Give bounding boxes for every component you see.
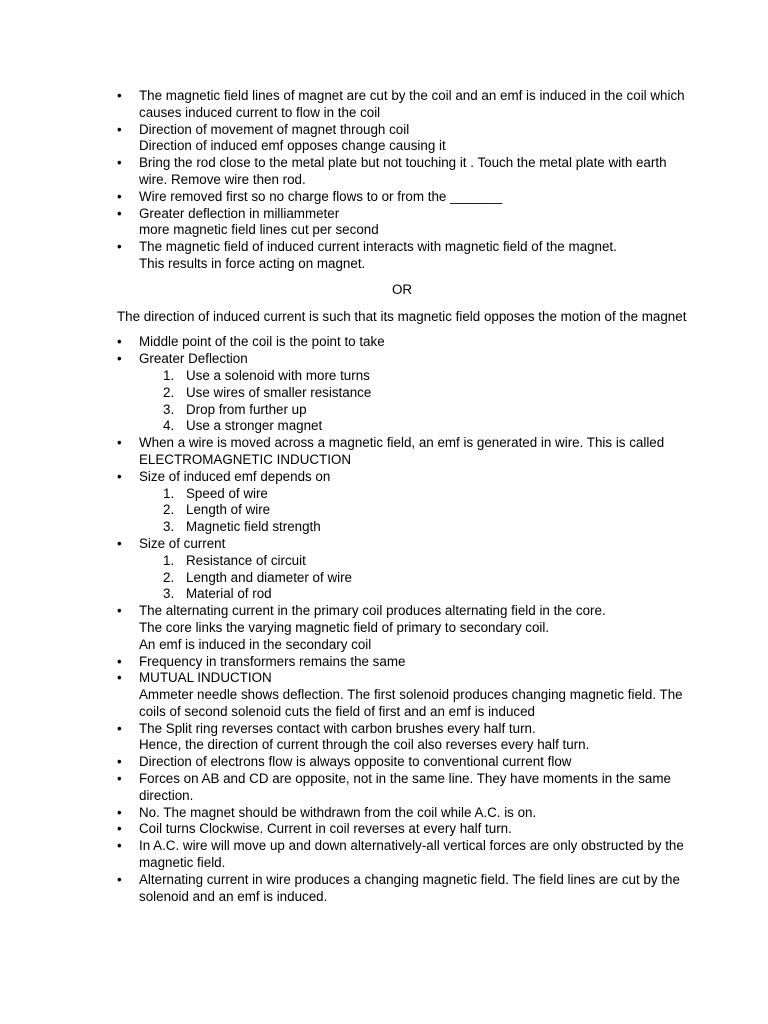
numbered-item-text: Speed of wire: [186, 485, 268, 501]
numbered-item: [139, 402, 687, 419]
bullet-text: The alternating current in the primary coil produces alternating field in the core.: [139, 603, 606, 619]
bullet-icon: •: [117, 670, 122, 686]
bullet-text: Size of current: [139, 535, 226, 551]
bullet-icon: •: [117, 720, 122, 736]
bullet-icon: •: [117, 603, 122, 619]
numbered-item-text: Use a solenoid with more turns: [186, 367, 370, 383]
bullet-item: [117, 189, 687, 206]
bullet-icon: •: [117, 88, 122, 103]
bullet-icon: •: [117, 754, 122, 770]
bullet-icon: •: [117, 468, 122, 484]
bullet-text: When a wire is moved across a magnetic field, an emf is generated in wire. This is called ELECTROMAGNETIC INDUCTION: [139, 435, 665, 467]
item-number: 1.: [163, 367, 175, 383]
bullet-text: Direction of electrons flow is always opposite to conventional current flow: [139, 754, 572, 770]
numbered-item-text: Length of wire: [186, 502, 271, 518]
bullet-icon: •: [117, 821, 122, 837]
bullet-text: No. The magnet should be withdrawn from the coil while A.C. is on.: [139, 804, 537, 820]
bullet-text: Coil turns Clockwise. Current in coil reverses at every half turn.: [139, 821, 512, 837]
numbered-item-text: Magnetic field strength: [186, 519, 321, 535]
bullet-item: [117, 88, 687, 122]
bullet-item: [117, 351, 687, 435]
bullet-icon: •: [117, 771, 122, 787]
bullet-text: Hence, the direction of current through the coil also reverses every half turn.: [139, 737, 590, 753]
bullet-icon: •: [117, 804, 122, 820]
bullet-text: The Split ring reverses contact with carbon brushes every half turn.: [139, 720, 536, 736]
numbered-item-text: Resistance of circuit: [186, 552, 306, 568]
numbered-item: [139, 570, 687, 587]
bullet-icon: •: [117, 334, 122, 350]
numbered-item-text: Length and diameter of wire: [186, 569, 352, 585]
item-number: 1.: [163, 485, 175, 501]
bullet-list-top: [117, 88, 687, 273]
bullet-icon: •: [117, 871, 122, 887]
numbered-sublist: [139, 368, 687, 435]
numbered-item: [139, 486, 687, 503]
bullet-text: Frequency in transformers remains the same: [139, 653, 406, 669]
bullet-text: Direction of induced emf opposes change causing it: [139, 138, 446, 154]
bullet-text: Greater Deflection: [139, 351, 248, 367]
numbered-item-text: Drop from further up: [186, 401, 307, 417]
item-number: 2.: [163, 384, 175, 400]
bullet-item: [117, 122, 687, 156]
bullet-list-main: [117, 334, 687, 905]
bullet-item: [117, 155, 687, 189]
or-separator: OR: [391, 281, 413, 297]
bullet-icon: •: [117, 535, 122, 551]
bullet-text: In A.C. wire will move up and down alternatively-all vertical forces are only obstructed by the magnetic field.: [139, 838, 684, 871]
bullet-icon: •: [117, 155, 122, 171]
numbered-item: [139, 385, 687, 402]
numbered-item: [139, 368, 687, 385]
bullet-item: [117, 805, 687, 822]
numbered-sublist: [139, 486, 687, 536]
numbered-item: [139, 553, 687, 570]
bullet-text: Middle point of the coil is the point to take: [139, 334, 385, 350]
numbered-item-text: Material of rod: [186, 586, 272, 602]
item-number: 3.: [163, 519, 175, 535]
item-number: 2.: [163, 502, 175, 518]
numbered-item-text: Use wires of smaller resistance: [186, 384, 372, 400]
bullet-text: The core links the varying magnetic field of primary to secondary coil.: [139, 619, 550, 635]
item-number: 3.: [163, 586, 175, 602]
numbered-item: [139, 418, 687, 435]
item-number: 2.: [163, 569, 175, 585]
bullet-icon: •: [117, 205, 122, 221]
bullet-item: [117, 721, 687, 755]
numbered-item-text: Use a stronger magnet: [186, 418, 323, 434]
bullet-item: [117, 206, 687, 240]
numbered-item: [139, 502, 687, 519]
bullet-text: MUTUAL INDUCTION: [139, 670, 272, 686]
item-number: 4.: [163, 418, 175, 434]
bullet-text: Ammeter needle shows deflection. The first solenoid produces changing magnetic field. The coils of second solenoid cuts the field of first and an emf is induced: [139, 687, 683, 719]
bullet-text: Bring the rod close to the metal plate but not touching it . Touch the metal plate with earth wire. Remove wire then rod.: [139, 155, 667, 187]
bullet-text: This results in force acting on magnet.: [139, 255, 366, 271]
bullet-icon: •: [117, 435, 122, 451]
bullet-icon: •: [117, 239, 122, 255]
bullet-text: Wire removed first so no charge flows to or from the _______: [139, 188, 503, 204]
bullet-item: [117, 754, 687, 771]
document-content: [117, 88, 687, 905]
bullet-item: [117, 469, 687, 536]
bullet-text: Direction of movement of magnet through coil: [139, 121, 410, 137]
bullet-item: [117, 654, 687, 671]
bullet-item: [117, 239, 687, 273]
bullet-item: [117, 435, 687, 469]
bullet-text: Alternating current in wire produces a changing magnetic field. The field lines are cut by the solenoid and an emf is induced.: [139, 871, 680, 904]
direction-paragraph: The direction of induced current is such that its magnetic field opposes the motion of the magnet: [117, 308, 687, 324]
bullet-text: more magnetic field lines cut per second: [139, 222, 379, 238]
bullet-icon: •: [117, 188, 122, 204]
bullet-text: The magnetic field lines of magnet are cut by the coil and an emf is induced in the coil which causes induced current to flow in the coil: [139, 88, 685, 120]
bullet-text: The magnetic field of induced current interacts with magnetic field of the magnet.: [139, 239, 617, 255]
bullet-text: Forces on AB and CD are opposite, not in the same line. They have moments in the same direction.: [139, 771, 671, 803]
bullet-item: [117, 821, 687, 838]
bullet-item: [117, 603, 687, 653]
item-number: 3.: [163, 401, 175, 417]
bullet-item: [117, 872, 687, 906]
item-number: 1.: [163, 552, 175, 568]
bullet-item: [117, 334, 687, 351]
bullet-item: [117, 670, 687, 720]
numbered-sublist: [139, 553, 687, 603]
bullet-item: [117, 771, 687, 805]
bullet-text: Greater deflection in milliammeter: [139, 205, 340, 221]
bullet-item: [117, 536, 687, 603]
bullet-icon: •: [117, 838, 122, 854]
bullet-icon: •: [117, 653, 122, 669]
bullet-icon: •: [117, 351, 122, 367]
numbered-item: [139, 586, 687, 603]
numbered-item: [139, 519, 687, 536]
bullet-item: [117, 838, 687, 872]
bullet-icon: •: [117, 121, 122, 137]
bullet-text: An emf is induced in the secondary coil: [139, 636, 372, 652]
bullet-text: Size of induced emf depends on: [139, 468, 331, 484]
